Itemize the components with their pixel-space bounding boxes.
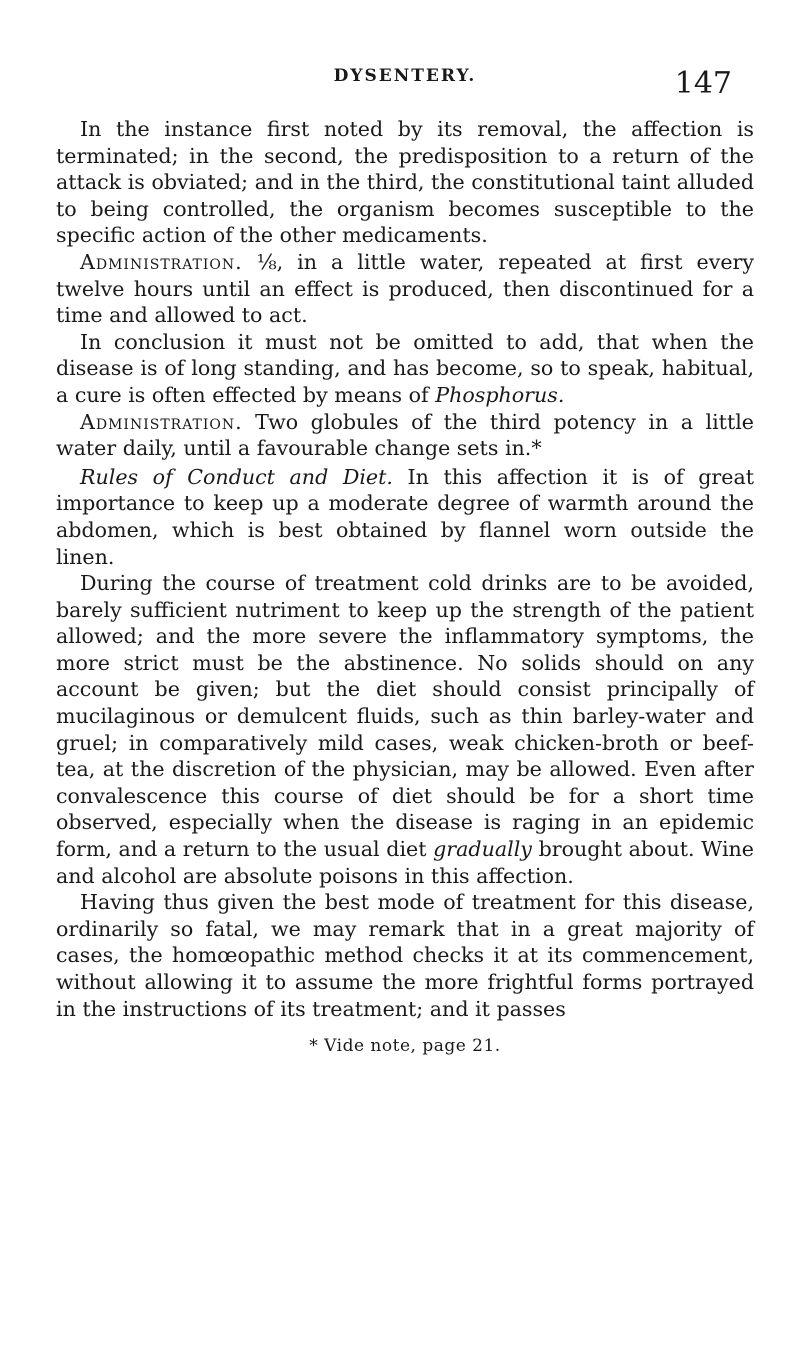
paragraph-text: During the course of treatment cold drinks are to be avoided, barely sufficient nutriment to keep up the strength of the patient allowed; and the more severe the inflammatory symptoms, the more strict must be the abstinence. No solids should on any account be given; but the diet should consist principally of mucilaginous or demulcent fluids, such as thin barley-water and gruel; in comparatively mild cases, weak chicken-broth or beef-tea, at the discretion of the physician, may be allowed. Even after convalescence this course of diet should be for a short time observed, especially when the disease is raging in an epidemic form, and a return to the usual diet: [56, 571, 754, 862]
page-number: 147: [674, 66, 732, 101]
paragraph-text: Having thus given the best mode of treatment for this disease, ordinarily so fatal, we may remark that in a great majority of cases, the homœopathic method checks it at its commencement, without allowing it to assume the more frightful forms portrayed in the instructions of its treatment; and it passes: [56, 890, 754, 1021]
section-heading: Rules of Conduct and Diet.: [80, 464, 393, 489]
paragraph: [56, 409, 754, 462]
paragraph: [56, 464, 754, 570]
administration-label: Administration.: [80, 249, 243, 274]
paragraph: [56, 570, 754, 889]
remedy-name: Phosphorus.: [435, 382, 565, 407]
paragraph-text: In the instance first noted by its removal, the affection is terminated; in the second, the predisposition to a return of the attack is obviated; and in the third, the constitutional taint alluded to being controlled, the organism becomes susceptible to the specific action of the other medicaments.: [56, 117, 754, 248]
paragraph: [56, 249, 754, 329]
paragraph-text: Two globules of the third potency in a little water daily, until a favourable change sets in.*: [56, 409, 754, 461]
administration-label: Administration.: [80, 409, 243, 434]
emphasis-word: gradually: [433, 837, 532, 862]
paragraph: [56, 329, 754, 409]
page-header: [56, 60, 754, 116]
paragraph-text: brought about. Wine and alcohol are absolute poisons in this affection.: [56, 837, 754, 888]
paragraph-text: In this affection it is of great importance to keep up a moderate degree of warmth around the abdomen, which is best obtained by flannel worn outside the linen.: [56, 464, 755, 569]
body-text: [56, 116, 754, 1022]
running-head: DYSENTERY.: [333, 66, 477, 86]
paragraph-text: In conclusion it must not be omitted to add, that when the disease is of long standing, and has become, so to speak, habitual, a cure is often effected by means of: [56, 329, 754, 407]
paragraph: [56, 889, 754, 1022]
paragraph: [56, 116, 754, 249]
paragraph-text: ⅛, in a little water, repeated at first every twelve hours until an effect is produced, then discontinued for a time and allowed to act.: [56, 249, 754, 328]
footnote: * Vide note, page 21.: [309, 1036, 501, 1057]
